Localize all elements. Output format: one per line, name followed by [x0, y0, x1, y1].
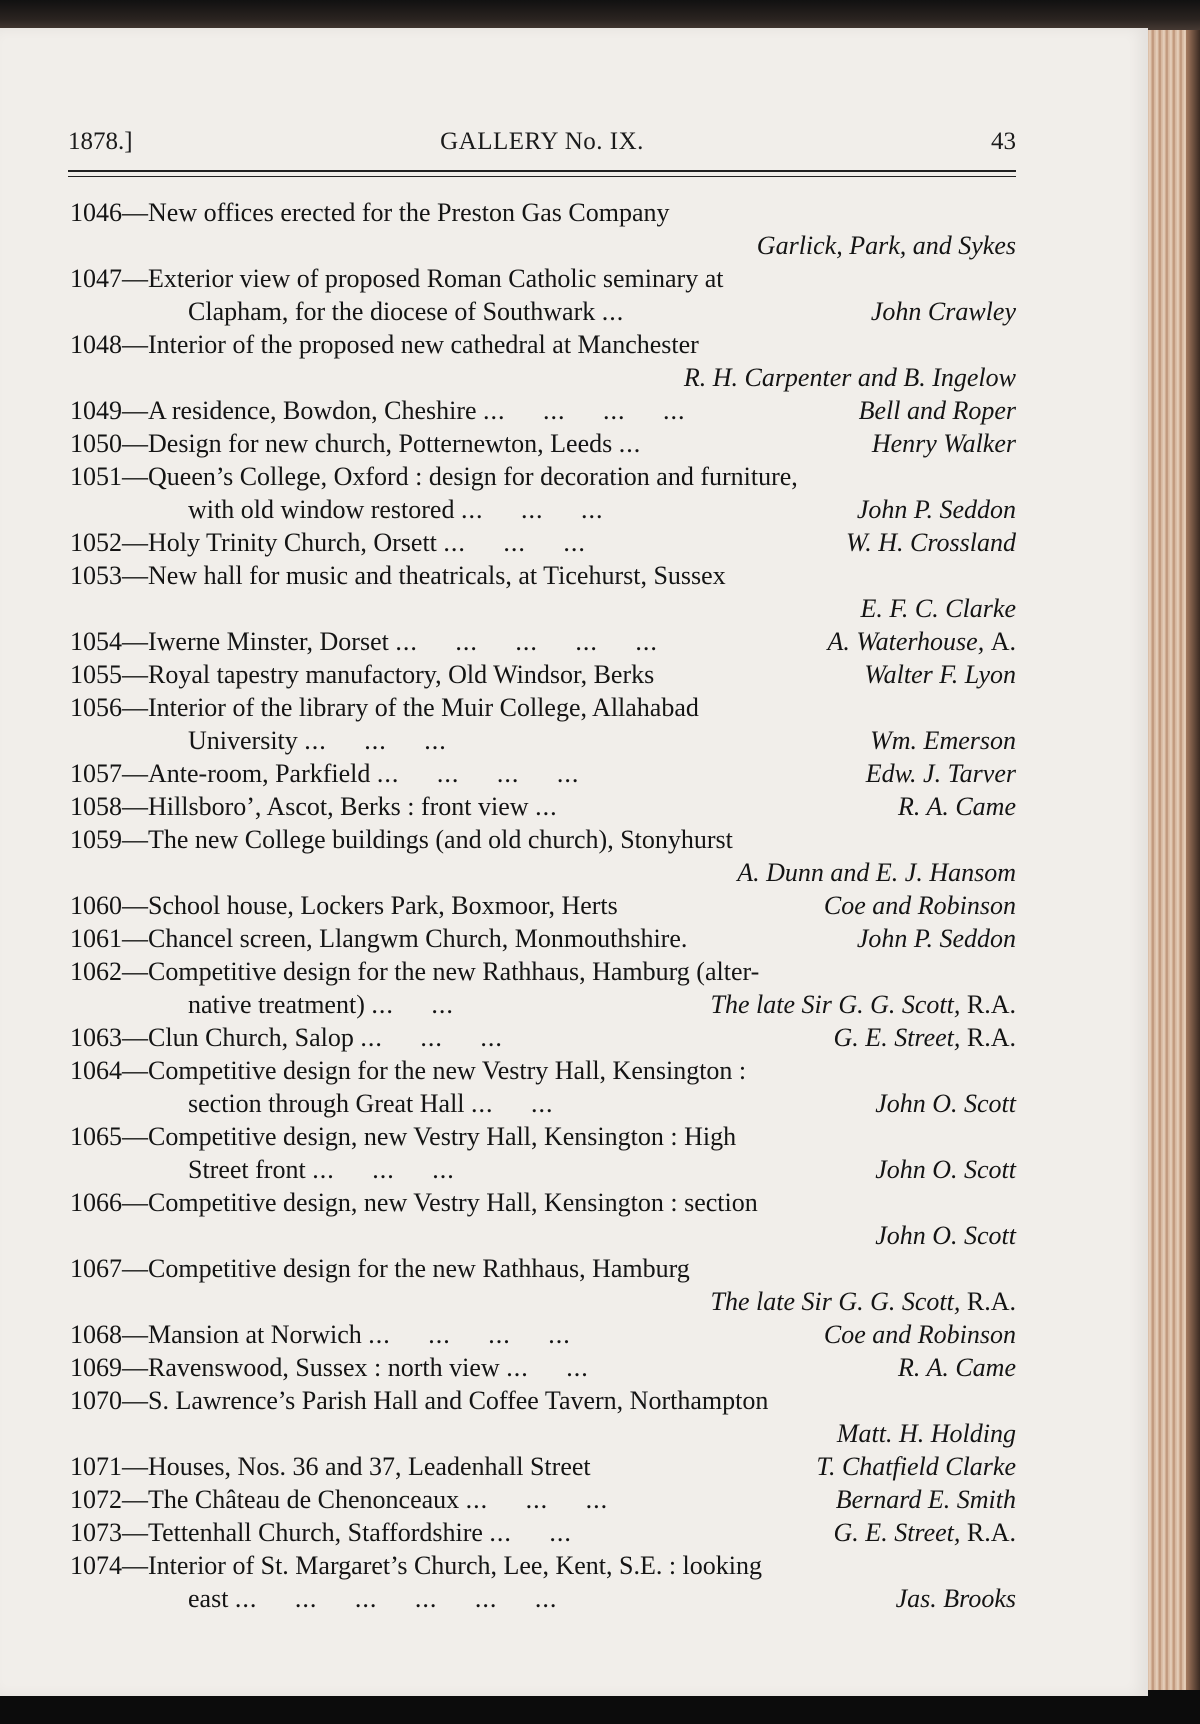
entry-credit: [866, 757, 1016, 790]
entry-first-line: 1054—Iwerne Minster, Dorset ... ... ... ... ... A. Waterhouse, A.: [70, 627, 1016, 656]
entry-credit: [872, 427, 1016, 460]
entry-credit: [824, 889, 1016, 922]
credit-name: R. H. Carpenter and B. Ingelow: [683, 363, 1016, 392]
credit-name: John O. Scott: [875, 1221, 1016, 1250]
catalogue-entry: [70, 460, 1016, 526]
entry-first-line: 1050—Design for new church, Potternewton, Leeds ... Henry Walker: [70, 429, 1016, 458]
gallery-title: GALLERY No. IX.: [440, 128, 644, 155]
running-head: [68, 128, 1016, 164]
credit-name: Coe and Robinson: [823, 1320, 1016, 1349]
entry-credit: [846, 526, 1016, 559]
entry-number: 1053: [70, 561, 122, 590]
entry-credit: [898, 1351, 1016, 1384]
entry-title: Competitive design, new Vestry Hall, Kensington : section: [148, 1188, 758, 1217]
page-number: 43: [991, 128, 1016, 155]
entry-number: 1058: [70, 792, 122, 821]
credit-name: R. A. Came: [898, 1353, 1016, 1382]
entry-number: 1054: [70, 627, 122, 656]
catalogue-entry: [70, 427, 1016, 460]
entry-continuation-line: [70, 493, 1016, 526]
catalogue-entry: [70, 1483, 1016, 1516]
catalogue-entry: [70, 1516, 1016, 1549]
entry-credit: [711, 988, 1017, 1021]
entry-credit: [875, 1087, 1016, 1120]
catalogue-entry: [70, 955, 1016, 1021]
entry-number: 1049: [70, 396, 122, 425]
entry-title: Competitive design for the new Rathhaus, Hamburg: [148, 1254, 690, 1283]
entry-title: Queen’s College, Oxford : design for decoration and furniture,: [148, 462, 798, 491]
entry-continuation-line: [70, 1582, 1016, 1615]
year-label: 1878.]: [68, 128, 133, 155]
leader-dots: ... ... ... ... ...: [395, 627, 658, 656]
entry-credit: [896, 1582, 1016, 1615]
catalogue-entry: [70, 1186, 1016, 1252]
entry-title: Holy Trinity Church, Orsett: [148, 528, 437, 557]
entry-credit: [898, 790, 1016, 823]
entry-title: New offices erected for the Preston Gas Company: [148, 198, 670, 227]
entry-first-line: 1053—New hall for music and theatricals, at Ticehurst, Sussex: [70, 561, 726, 590]
leader-dots: ... ...: [489, 1518, 572, 1547]
entry-title: Exterior view of proposed Roman Catholic seminary at: [148, 264, 724, 293]
entry-title: Chancel screen, Llangwm Church, Monmouthshire.: [148, 924, 688, 953]
entry-first-line: 1070—S. Lawrence’s Parish Hall and Coffee Tavern, Northampton: [70, 1386, 769, 1415]
entry-title: Clapham, for the diocese of Southwark: [188, 297, 596, 326]
entry-title: Iwerne Minster, Dorset: [148, 627, 389, 656]
credit-name: Coe and Robinson: [823, 891, 1016, 920]
entry-title: Hillsboro’, Ascot, Berks : front view: [148, 792, 529, 821]
entry-title: School house, Lockers Park, Boxmoor, Herts: [148, 891, 618, 920]
credit-name: Wm. Emerson: [870, 726, 1016, 755]
entry-attribution-line: [70, 361, 1016, 394]
entry-continuation-line: [70, 1153, 1016, 1186]
entry-first-line: 1055—Royal tapestry manufactory, Old Windsor, Berks Walter F. Lyon: [70, 660, 1016, 689]
entry-number: 1071: [70, 1452, 122, 1481]
leader-dots: ... ...: [471, 1089, 554, 1118]
credit-name: Walter F. Lyon: [864, 660, 1016, 689]
credit-name: John P. Seddon: [856, 495, 1016, 524]
credit-name: W. H. Crossland: [845, 528, 1016, 557]
entry-number: 1061: [70, 924, 122, 953]
entry-title: Competitive design for the new Rathhaus, Hamburg (alter-: [148, 957, 760, 986]
entry-attribution-line: [70, 229, 1016, 262]
catalogue-entry: [70, 559, 1016, 625]
entry-attribution-line: [70, 592, 1016, 625]
entry-number: 1062: [70, 957, 122, 986]
entry-attribution-line: [70, 1285, 1016, 1318]
credit-name: Edw. J. Tarver: [865, 759, 1016, 788]
entry-number: 1068: [70, 1320, 122, 1349]
entry-number: 1055: [70, 660, 122, 689]
entry-credit: [737, 856, 1016, 889]
entry-number: 1056: [70, 693, 122, 722]
credit-name: Jas. Brooks: [895, 1584, 1016, 1613]
credit-name: The late Sir G. G. Scott,: [710, 990, 961, 1019]
credit-suffix: R.A.: [966, 1023, 1016, 1052]
catalogue-entry: [70, 1351, 1016, 1384]
entry-first-line: 1065—Competitive design, new Vestry Hall, Kensington : High: [70, 1122, 737, 1151]
entry-number: 1073: [70, 1518, 122, 1547]
catalogue-entry: [70, 922, 1016, 955]
entry-continuation-line: [70, 724, 1016, 757]
entry-credit: [857, 493, 1016, 526]
credit-name: A. Waterhouse,: [827, 627, 985, 656]
leader-dots: ... ... ... ...: [368, 1320, 571, 1349]
entry-credit: [711, 1285, 1017, 1318]
credit-name: Bell and Roper: [858, 396, 1016, 425]
leader-dots: ... ... ...: [443, 528, 586, 557]
entry-first-line: 1051—Queen’s College, Oxford : design for decoration and furniture,: [70, 462, 798, 491]
entry-number: 1059: [70, 825, 122, 854]
entry-title: New hall for music and theatricals, at Ticehurst, Sussex: [148, 561, 726, 590]
entry-number: 1046: [70, 198, 122, 227]
entry-first-line: 1066—Competitive design, new Vestry Hall, Kensington : section: [70, 1188, 758, 1217]
catalogue-entry: [70, 790, 1016, 823]
entry-number: 1072: [70, 1485, 122, 1514]
entry-title: Houses, Nos. 36 and 37, Leadenhall Street: [148, 1452, 591, 1481]
entry-number: 1067: [70, 1254, 122, 1283]
book-spine-shadow: [1186, 30, 1200, 1690]
catalogue-entry: [70, 196, 1016, 262]
entry-first-line: 1064—Competitive design for the new Vestry Hall, Kensington :: [70, 1056, 747, 1085]
entry-title: Ante-room, Parkfield: [148, 759, 371, 788]
entry-title: Tettenhall Church, Staffordshire: [148, 1518, 483, 1547]
credit-name: Henry Walker: [871, 429, 1016, 458]
entry-credit: [870, 724, 1016, 757]
leader-dots: ... ... ... ...: [483, 396, 686, 425]
credit-name: Garlick, Park, and Sykes: [756, 231, 1016, 260]
entry-attribution-line: [70, 856, 1016, 889]
entry-title: The new College buildings (and old church), Stonyhurst: [148, 825, 733, 854]
credit-suffix: R.A.: [966, 1287, 1016, 1316]
entry-first-line: 1072—The Château de Chenonceaux ... ... ... Bernard E. Smith: [70, 1485, 1016, 1514]
entry-first-line: 1046—New offices erected for the Preston Gas Company: [70, 198, 670, 227]
entry-attribution-line: [70, 1417, 1016, 1450]
entry-title: Street front: [188, 1155, 306, 1184]
credit-name: John O. Scott: [875, 1155, 1016, 1184]
entry-title: Interior of St. Margaret’s Church, Lee, Kent, S.E. : looking: [148, 1551, 763, 1580]
entry-first-line: 1071—Houses, Nos. 36 and 37, Leadenhall Street T. Chatfield Clarke: [70, 1452, 1016, 1481]
credit-name: John P. Seddon: [856, 924, 1016, 953]
entry-credit: [836, 1483, 1016, 1516]
entry-credit: [684, 361, 1016, 394]
entry-credit: [864, 658, 1016, 691]
entry-number: 1051: [70, 462, 122, 491]
entry-credit: [834, 1516, 1016, 1549]
entry-number: 1069: [70, 1353, 122, 1382]
credit-name: Matt. H. Holding: [836, 1419, 1016, 1448]
entry-number: 1052: [70, 528, 122, 557]
entry-number: 1060: [70, 891, 122, 920]
credit-name: John Crawley: [870, 297, 1016, 326]
catalogue-entry: [70, 1318, 1016, 1351]
entry-title: Competitive design, new Vestry Hall, Kensington : High: [148, 1122, 737, 1151]
entry-first-line: 1073—Tettenhall Church, Staffordshire ... ... G. E. Street, R.A.: [70, 1518, 1016, 1547]
entry-first-line: 1068—Mansion at Norwich ... ... ... ... Coe and Robinson: [70, 1320, 1016, 1349]
entry-number: 1070: [70, 1386, 122, 1415]
entry-first-line: 1047—Exterior view of proposed Roman Catholic seminary at: [70, 264, 724, 293]
entry-first-line: 1057—Ante-room, Parkfield ... ... ... ... Edw. J. Tarver: [70, 759, 1016, 788]
entry-credit: [824, 1318, 1016, 1351]
entry-title: Interior of the library of the Muir College, Allahabad: [148, 693, 699, 722]
leader-dots: ...: [618, 429, 642, 458]
catalogue-entry: [70, 1120, 1016, 1186]
entry-first-line: 1056—Interior of the library of the Muir College, Allahabad: [70, 693, 699, 722]
entry-title: University: [188, 726, 298, 755]
leader-dots: ... ... ...: [460, 495, 604, 524]
leader-dots: ...: [601, 297, 625, 326]
credit-name: Bernard E. Smith: [835, 1485, 1016, 1514]
catalogue-entry: [70, 1054, 1016, 1120]
entry-number: 1074: [70, 1551, 122, 1580]
catalogue-entry: [70, 757, 1016, 790]
catalogue-entry: [70, 1021, 1016, 1054]
entry-title: native treatment): [188, 990, 365, 1019]
entry-first-line: 1067—Competitive design for the new Rathhaus, Hamburg: [70, 1254, 690, 1283]
catalogue-entry: [70, 1450, 1016, 1483]
entry-number: 1064: [70, 1056, 122, 1085]
credit-name: G. E. Street,: [833, 1023, 961, 1052]
entry-title: east: [188, 1584, 229, 1613]
catalogue-entry: [70, 1549, 1016, 1615]
entry-first-line: 1052—Holy Trinity Church, Orsett ... ... ... W. H. Crossland: [70, 528, 1016, 557]
catalogue-entry: [70, 1252, 1016, 1318]
entry-credit: [871, 295, 1016, 328]
catalogue-entry: [70, 262, 1016, 328]
header-rule-thin: [68, 176, 1016, 177]
entry-number: 1048: [70, 330, 122, 359]
credit-name: John O. Scott: [875, 1089, 1016, 1118]
credit-suffix: R.A.: [966, 1518, 1016, 1547]
entry-first-line: 1059—The new College buildings (and old church), Stonyhurst: [70, 825, 733, 854]
entry-title: Interior of the proposed new cathedral at Manchester: [148, 330, 699, 359]
entry-credit: [827, 625, 1016, 658]
entry-title: The Château de Chenonceaux: [148, 1485, 460, 1514]
entry-first-line: 1058—Hillsboro’, Ascot, Berks : front view ... R. A. Came: [70, 792, 1016, 821]
leader-dots: ... ... ... ... ... ...: [234, 1584, 558, 1613]
entry-first-line: 1074—Interior of St. Margaret’s Church, Lee, Kent, S.E. : looking: [70, 1551, 763, 1580]
leader-dots: ... ...: [371, 990, 454, 1019]
entry-title: Competitive design for the new Vestry Hall, Kensington :: [148, 1056, 747, 1085]
catalogue-entry: [70, 1384, 1016, 1450]
entry-number: 1063: [70, 1023, 122, 1052]
entry-number: 1065: [70, 1122, 122, 1151]
leader-dots: ... ... ...: [360, 1023, 503, 1052]
entry-continuation-line: [70, 988, 1016, 1021]
catalogue-entry: [70, 691, 1016, 757]
entry-title: Design for new church, Potternewton, Leeds: [148, 429, 613, 458]
catalogue-entry: [70, 658, 1016, 691]
leader-dots: ... ...: [506, 1353, 589, 1382]
credit-suffix: A.: [990, 627, 1016, 656]
entry-first-line: 1069—Ravenswood, Sussex : north view ... ... R. A. Came: [70, 1353, 1016, 1382]
credit-name: E. F. C. Clarke: [860, 594, 1016, 623]
entry-title: Clun Church, Salop: [148, 1023, 354, 1052]
catalogue-entry: [70, 526, 1016, 559]
entry-credit: [816, 1450, 1016, 1483]
catalogue-entry: [70, 889, 1016, 922]
entry-credit: [837, 1417, 1016, 1450]
catalogue-entry: [70, 328, 1016, 394]
entry-first-line: 1062—Competitive design for the new Rathhaus, Hamburg (alter-: [70, 957, 760, 986]
entry-number: 1066: [70, 1188, 122, 1217]
entry-first-line: 1063—Clun Church, Salop ... ... ... G. E. Street, R.A.: [70, 1023, 1016, 1052]
entry-title: Royal tapestry manufactory, Old Windsor, Berks: [148, 660, 655, 689]
entry-credit: [857, 922, 1016, 955]
entry-credit: [834, 1021, 1016, 1054]
catalogue-entry: [70, 394, 1016, 427]
entry-credit: [757, 229, 1016, 262]
entry-first-line: 1048—Interior of the proposed new cathedral at Manchester: [70, 330, 699, 359]
entry-first-line: 1049—A residence, Bowdon, Cheshire ... ... ... ... Bell and Roper: [70, 396, 1016, 425]
entry-title: S. Lawrence’s Parish Hall and Coffee Tavern, Northampton: [148, 1386, 769, 1415]
catalogue-entry: [70, 823, 1016, 889]
entry-first-line: 1061—Chancel screen, Llangwm Church, Monmouthshire. John P. Seddon: [70, 924, 1016, 953]
header-rule-thick: [68, 170, 1016, 172]
entry-number: 1050: [70, 429, 122, 458]
credit-name: A. Dunn and E. J. Hansom: [737, 858, 1016, 887]
credit-name: T. Chatfield Clarke: [816, 1452, 1016, 1481]
entry-number: 1057: [70, 759, 122, 788]
leader-dots: ...: [535, 792, 558, 821]
entry-first-line: 1060—School house, Lockers Park, Boxmoor, Herts Coe and Robinson: [70, 891, 1016, 920]
leader-dots: ... ... ...: [312, 1155, 455, 1184]
entry-title: A residence, Bowdon, Cheshire: [148, 396, 477, 425]
entry-number: 1047: [70, 264, 122, 293]
entry-title: Ravenswood, Sussex : north view: [148, 1353, 500, 1382]
entry-continuation-line: [70, 295, 1016, 328]
entry-credit: [859, 394, 1016, 427]
credit-name: The late Sir G. G. Scott,: [710, 1287, 961, 1316]
entry-title: section through Great Hall: [188, 1089, 465, 1118]
entry-credit: [875, 1153, 1016, 1186]
leader-dots: ... ... ... ...: [376, 759, 580, 788]
entry-title: with old window restored: [188, 495, 455, 524]
credit-suffix: R.A.: [966, 990, 1016, 1019]
leader-dots: ... ... ...: [304, 726, 447, 755]
entry-title: Mansion at Norwich: [148, 1320, 362, 1349]
entry-credit: [875, 1219, 1016, 1252]
catalogue-entries: [70, 196, 1016, 1615]
entry-attribution-line: [70, 1219, 1016, 1252]
credit-name: R. A. Came: [898, 792, 1016, 821]
catalogue-entry: [70, 625, 1016, 658]
credit-name: G. E. Street,: [833, 1518, 961, 1547]
entry-credit: [860, 592, 1016, 625]
entry-continuation-line: [70, 1087, 1016, 1120]
leader-dots: ... ... ...: [465, 1485, 609, 1514]
